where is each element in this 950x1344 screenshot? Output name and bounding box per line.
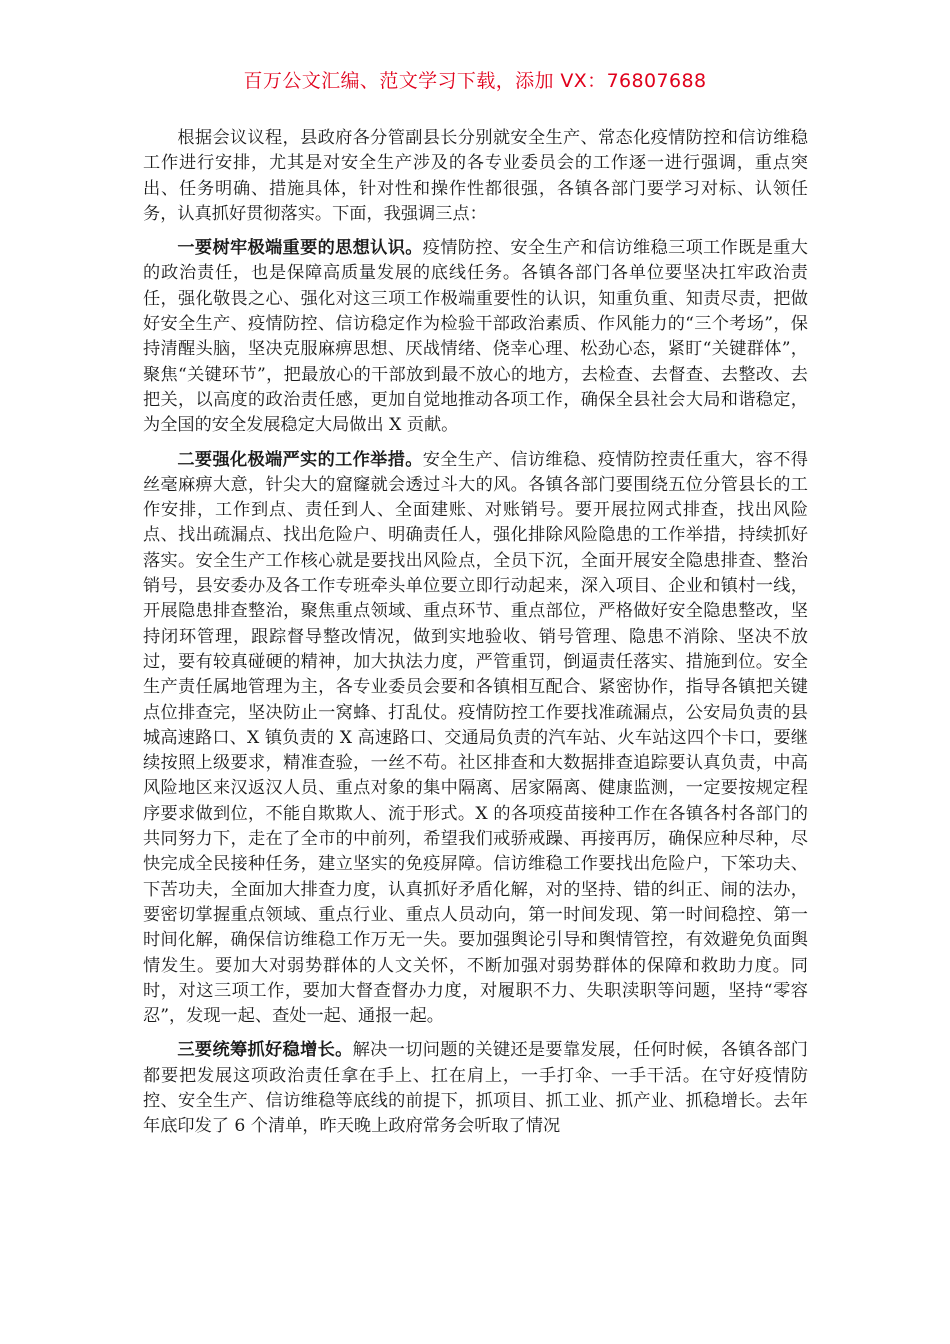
paragraph-heading: 三要统筹抓好稳增长。 bbox=[177, 1040, 353, 1061]
paragraph-text: 解决一切问题的关键还是要靠发展，任何时候，各镇各部门都要把发展这项政治责任拿在手上、扛在肩上，一手打伞、一手干活。在守好疫情防控、安全生产、信访维稳等底线的前提下，抓项目、抓工业、抓产业、抓稳增长。去年年底印发了 6 个清单，昨天晚上政府常务会听取了情况 bbox=[143, 1040, 808, 1137]
paragraph-heading: 二要强化极端严实的工作举措。 bbox=[177, 449, 423, 470]
header-watermark-text: 百万公文汇编、范文学习下载，添加 VX：76807688 bbox=[243, 70, 707, 92]
paragraph-point-two bbox=[143, 448, 808, 1030]
paragraph-text: 疫情防控、安全生产和信访维稳三项工作既是重大的政治责任，也是保障高质量发展的底线任务。各镇各部门各单位要坚决扛牢政治责任，强化敬畏之心、强化对这三项工作极端重要性的认识，知重负重、知责尽责，把做好安全生产、疫情防控、信访稳定作为检验干部政治素质、作风能力的“三个考场”，保持清醒头脑，坚决克服麻痹思想、厌战情绪、侥幸心理、松劲心态，紧盯“关键群体”，聚焦“关键环节”，把最放心的干部放到最不放心的地方，去检查、去督查、去整改、去把关，以高度的政治责任感，更加自觉地推动各项工作，确保全县社会大局和谐稳定，为全国的安全发展稳定大局做出 X 贡献。 bbox=[143, 238, 808, 436]
paragraph-intro bbox=[143, 126, 808, 227]
paragraph-point-three bbox=[143, 1038, 808, 1139]
paragraph-text: 根据会议议程，县政府各分管副县长分别就安全生产、常态化疫情防控和信访维稳工作进行安排，尤其是对安全生产涉及的各专业委员会的工作逐一进行强调，重点突出、任务明确、措施具体，针对性和操作性都很强，各镇各部门要学习对标、认领任务，认真抓好贯彻落实。下面，我强调三点： bbox=[143, 128, 808, 224]
paragraph-text: 安全生产、信访维稳、疫情防控责任重大，容不得丝毫麻痹大意，针尖大的窟窿就会透过斗大的风。各镇各部门要围绕五位分管县长的工作安排，工作到点、责任到人、全面建账、对账销号。要开展拉网式排查，找出风险点、找出疏漏点、找出危险户、明确责任人，强化排除风险隐患的工作举措，持续抓好落实。安全生产工作核心就是要找出风险点，全员下沉，全面开展安全隐患排查、整治销号，县安委办及各工作专班牵头单位要立即行动起来，深入项目、企业和镇村一线，开展隐患排查整治，聚焦重点领域、重点环节、重点部位，严格做好安全隐患整改，坚持闭环管理，跟踪督导整改情况，做到实地验收、销号管理、隐患不消除、坚决不放过，要有较真碰硬的精神，加大执法力度，严管重罚，倒逼责任落实、措施到位。安全生产责任属地管理为主，各专业委员会要和各镇相互配合、紧密协作，指导各镇把关键点位排查完，坚决防止一窝蜂、打乱仗。疫情防控工作要找准疏漏点，公安局负责的县城高速路口、X 镇负责的 X 高速路口、交通局负责的汽车站、火车站这四个卡口，要继续按照上级要求，精准查验，一丝不苟。社区排查和大数据排查追踪要认真负责，中高风险地区来汉返汉人员、重点对象的集中隔离、居家隔离、健康监测，一定要按规定程序要求做到位，不能自欺欺人、流于形式。X 的各项疫苗接种工作在各镇各村各部门的共同努力下，走在了全市的中前列，希望我们戒骄戒躁、再接再厉，确保应种尽种，尽快完成全民接种任务，建立坚实的免疫屏障。信访维稳工作要找出危险户，下笨功夫、下苦功夫，全面加大排查力度，认真抓好矛盾化解，对的坚持、错的纠正、闹的法办，要密切掌握重点领域、重点行业、重点人员动向，第一时间发现、第一时间稳控、第一时间化解，确保信访维稳工作万无一失。要加强舆论引导和舆情管控，有效避免负面舆情发生。要加大对弱势群体的人文关怀，不断加强对弱势群体的保障和救助力度。同时，对这三项工作，要加大督查督办力度，对履职不力、失职渎职等问题，坚持“零容忍”，发现一起、查处一起、通报一起。 bbox=[143, 449, 808, 1027]
document-body bbox=[143, 126, 808, 1149]
paragraph-heading: 一要树牢极端重要的思想认识。 bbox=[177, 238, 423, 259]
paragraph-point-one bbox=[143, 236, 808, 438]
